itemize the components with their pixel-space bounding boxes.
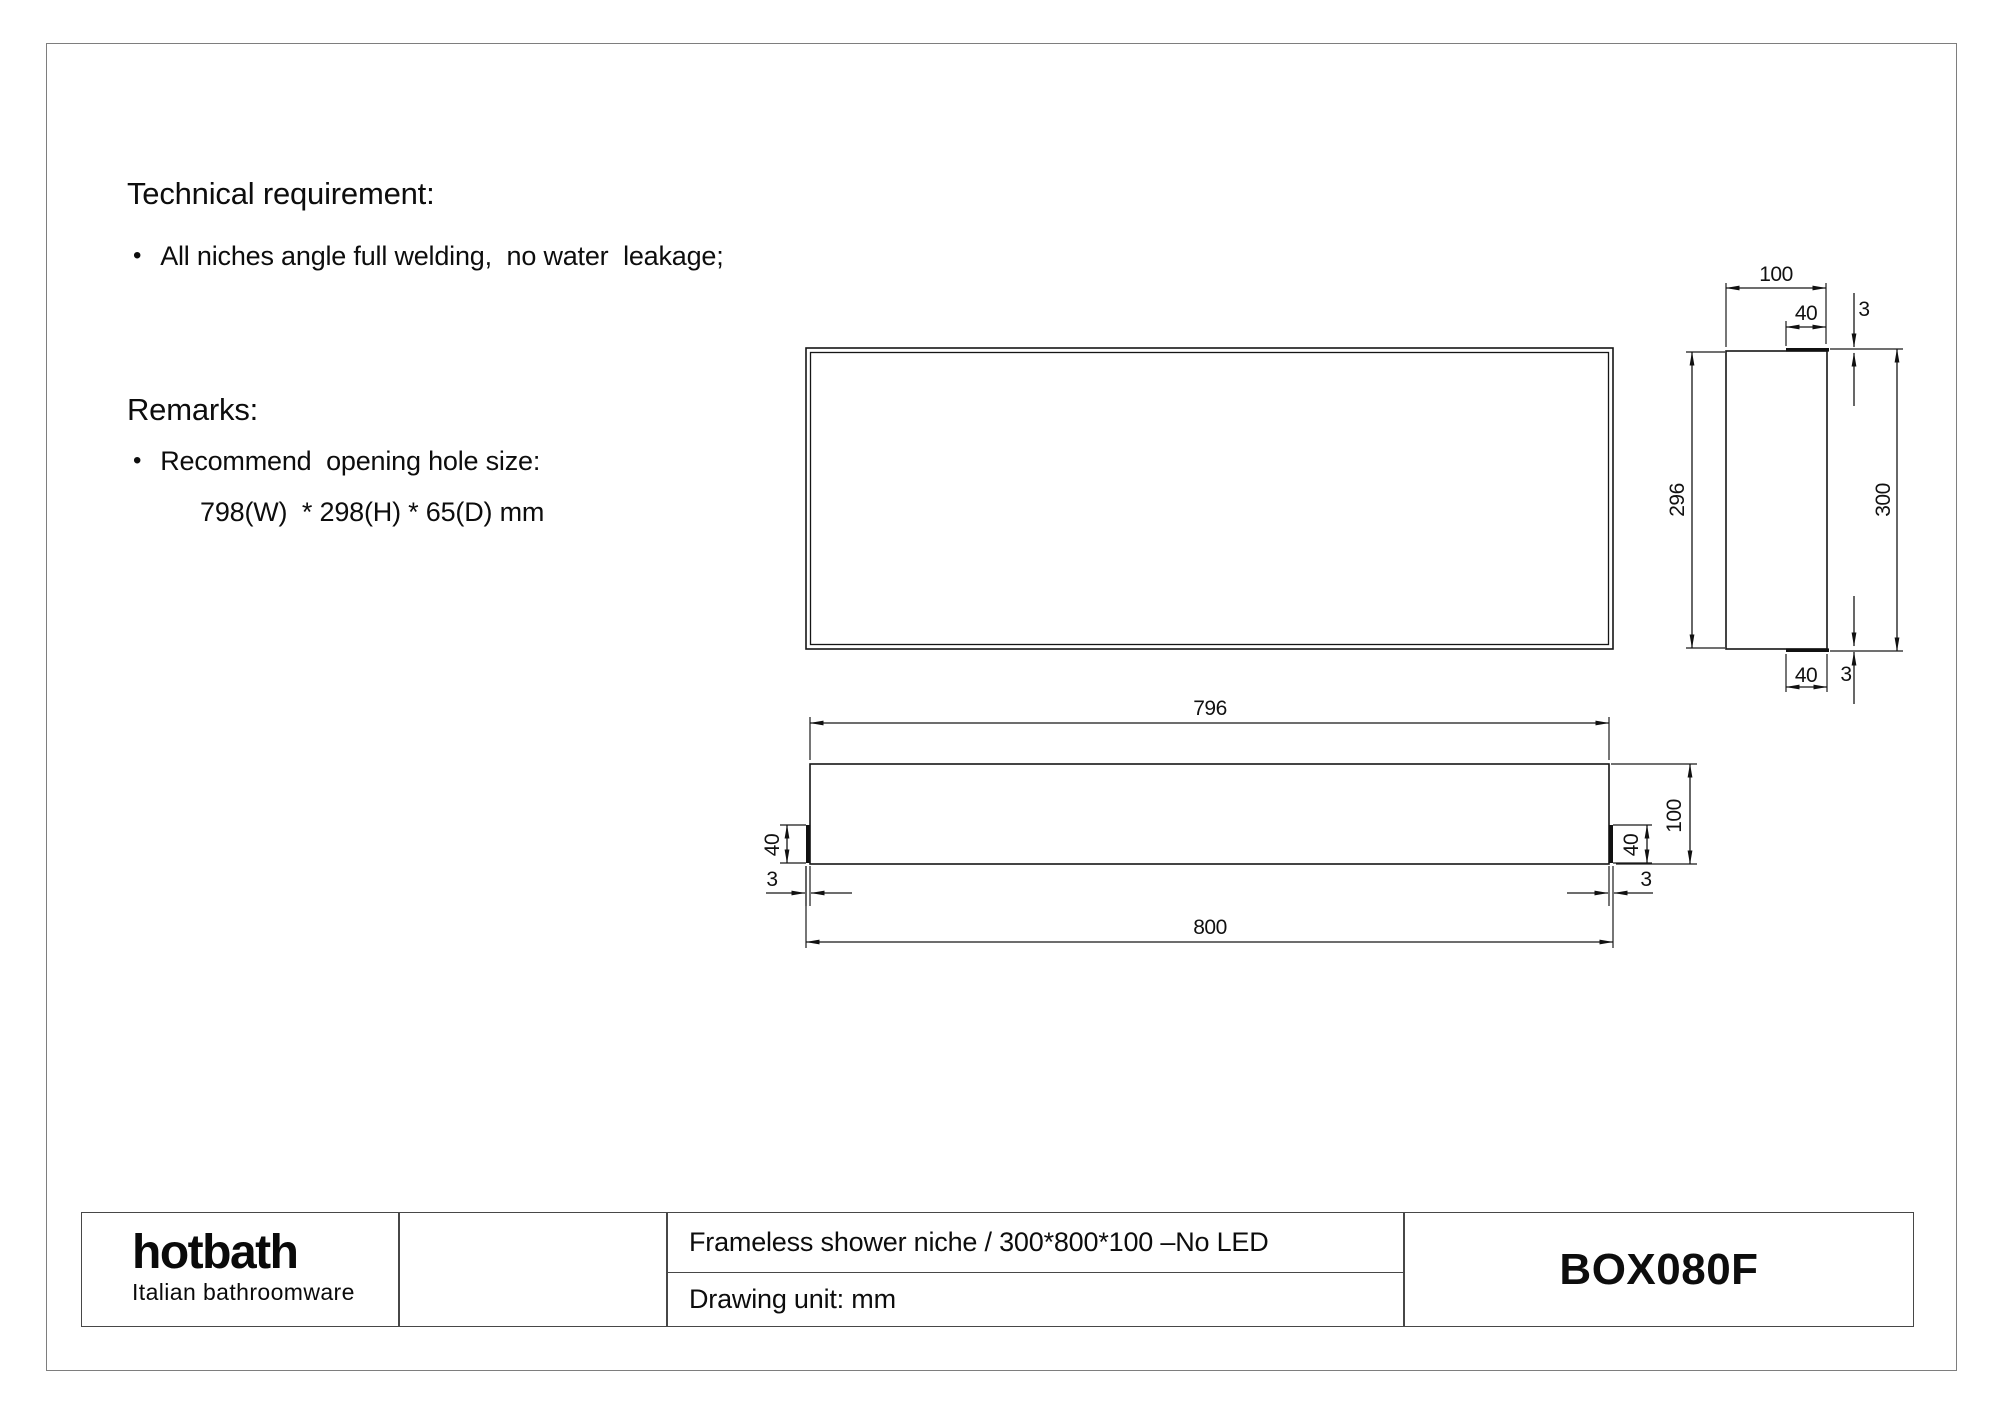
brand-logo — [132, 1228, 355, 1306]
title-block — [81, 1212, 1914, 1327]
dim-side-width: 100 — [1759, 263, 1793, 286]
bullet-icon: • — [133, 447, 142, 474]
top-view-right-tab — [1609, 825, 1613, 863]
top-view-body — [810, 764, 1609, 864]
dim-side-outer-height: 300 — [1872, 483, 1895, 517]
bullet-icon: • — [133, 242, 142, 269]
technical-requirement-heading: Technical requirement: — [127, 176, 435, 211]
technical-bullet-text: All niches angle full welding, no water leakage; — [160, 241, 724, 271]
front-view-outer-rect — [806, 348, 1613, 649]
top-view — [761, 697, 1697, 948]
side-view-top-tab — [1786, 348, 1829, 352]
model-number: BOX080F — [1559, 1244, 1759, 1294]
dim-top-left-tab: 40 — [761, 833, 784, 857]
dim-top-outer-width: 800 — [1193, 916, 1227, 939]
dim-side-bottom-tab: 40 — [1794, 664, 1818, 687]
side-view-bottom-tab — [1786, 648, 1829, 652]
dim-top-depth: 100 — [1663, 799, 1686, 833]
top-view-left-tab — [806, 825, 810, 863]
dim-top-left-thickness: 3 — [766, 868, 778, 891]
side-view-body — [1726, 351, 1827, 649]
drawing-unit: Drawing unit: mm — [689, 1284, 896, 1314]
title-block-divider-2 — [666, 1213, 668, 1326]
product-description: Frameless shower niche / 300*800*100 –No LED — [689, 1226, 1269, 1257]
dim-top-right-tab: 40 — [1620, 833, 1643, 857]
remarks-heading: Remarks: — [127, 392, 259, 427]
remarks-bullet-text: Recommend opening hole size: — [160, 446, 541, 476]
front-view-inner-rect — [811, 353, 1609, 645]
dim-top-inner-width: 796 — [1193, 697, 1227, 720]
dim-top-right-thickness: 3 — [1640, 868, 1652, 891]
side-view — [1666, 263, 1903, 704]
front-view — [806, 348, 1613, 649]
dim-side-bottom-thickness: 3 — [1840, 663, 1852, 686]
dim-side-top-thickness: 3 — [1858, 298, 1870, 321]
dim-side-inner-height: 296 — [1666, 483, 1689, 517]
title-block-divider-1 — [398, 1213, 400, 1326]
opening-hole-size: 798(W) * 298(H) * 65(D) mm — [200, 497, 545, 527]
brand-logo-wordmark: hotbath — [132, 1226, 298, 1279]
brand-logo-tagline: Italian bathroomware — [132, 1279, 355, 1306]
dim-side-top-tab: 40 — [1794, 302, 1818, 325]
